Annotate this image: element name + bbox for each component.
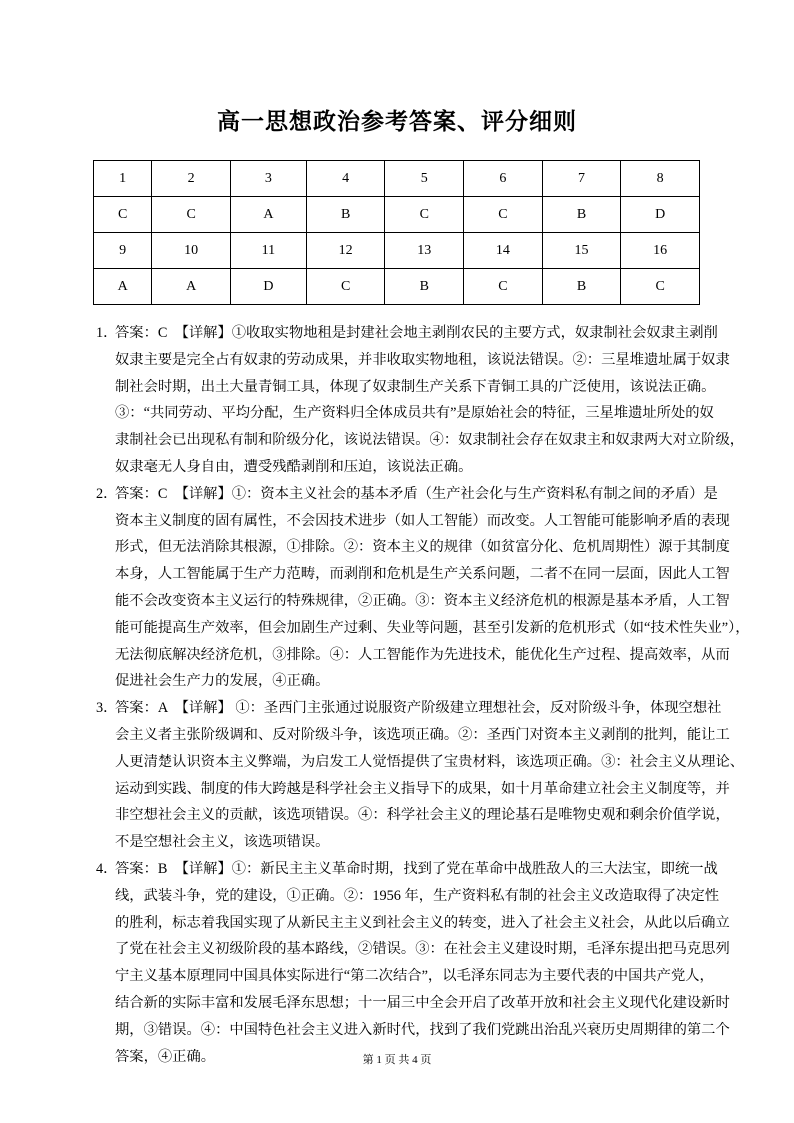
explanation-line: 运动到实践、制度的伟大跨越是科学社会主义指导下的成果，如十月革命建立社会主义制度等，并: [115, 780, 730, 797]
explanation-line: 答案：B 【详解】①：新民主主义革命时期，找到了党在革命中战胜敌人的三大法宝，即统一战: [115, 860, 718, 877]
answer-cell: C: [385, 197, 464, 233]
item-number: 3．: [96, 700, 118, 717]
answer-cell: A: [230, 197, 306, 233]
question-number-row: [94, 233, 700, 269]
explanation-line: ③：“共同劳动、平均分配，生产资料归全体成员共有”是原始社会的特征，三星堆遗址所处的奴: [115, 405, 714, 422]
explanation-line: 人更清楚认识资本主义弊端，为启发工人觉悟提供了宝贵材料，该选项正确。③：社会主义从理论、: [115, 753, 745, 770]
explanation-line: 能不会改变资本主义运行的特殊规律，②正确。③：资本主义经济危机的根源是基本矛盾，人工智: [115, 592, 730, 609]
question-number-cell: 1: [94, 161, 152, 197]
answer-cell: B: [385, 269, 464, 305]
explanation-line: 本身，人工智能属于生产力范畴，而剥削和危机是生产关系问题，二者不在同一层面，因此人工智: [115, 566, 730, 583]
question-number-cell: 10: [152, 233, 231, 269]
explanation-line: 不是空想社会主义，该选项错误。: [115, 834, 330, 851]
explanation-line: 无法彻底解决经济危机，③排除。④：人工智能作为先进技术，能优化生产过程、提高效率，从而: [115, 646, 730, 663]
question-number-cell: 15: [542, 233, 621, 269]
explanation-line: 形式，但无法消除其根源，①排除。②：资本主义的规律（如贫富分化、危机周期性）源于其制度: [115, 539, 730, 556]
answer-cell: C: [464, 269, 543, 305]
explanation-line: 资本主义制度的固有属性，不会因技术进步（如人工智能）而改变。人工智能可能影响矛盾的表现: [115, 512, 730, 529]
question-number-cell: 4: [306, 161, 385, 197]
answer-row: [94, 269, 700, 305]
question-number-cell: 3: [230, 161, 306, 197]
question-number-cell: 9: [94, 233, 152, 269]
explanation-item: [96, 695, 745, 856]
answer-cell: B: [542, 269, 621, 305]
answer-cell: B: [306, 197, 385, 233]
question-number-cell: 12: [306, 233, 385, 269]
item-number: 2．: [96, 485, 118, 502]
explanation-line: 结合新的实际丰富和发展毛泽东思想；十一届三中全会开启了改革开放和社会主义现代化建设新时: [115, 994, 730, 1011]
answer-cell: A: [94, 269, 152, 305]
question-number-cell: 2: [152, 161, 231, 197]
explanation-line: 能可能提高生产效率，但会加剧生产过剩、失业等问题，甚至引发新的危机形式（如“技术性失业”），: [115, 619, 750, 636]
explanation-line: 奴隶毫无人身自由，遭受残酷剥削和压迫，该说法正确。: [115, 458, 473, 475]
explanation-item: [96, 856, 730, 1070]
explanation-line: 宁主义基本原理同中国具体实际进行“第二次结合”，以毛泽东同志为主要代表的中国共产党人，: [115, 968, 714, 985]
answer-cell: A: [152, 269, 231, 305]
explanation-line: 答案：A 【详解】 ①：圣西门主张通过说服资产阶级建立理想社会，反对阶级斗争，体现空想社: [115, 700, 722, 717]
answer-cell: C: [621, 269, 700, 305]
answer-cell: B: [542, 197, 621, 233]
explanation-line: 答案：C 【详解】①收取实物地租是封建社会地主剥削农民的主要方式，奴隶制社会奴隶主剥削: [115, 325, 718, 341]
page-title: 高一思想政治参考答案、评分细则: [217, 109, 577, 134]
explanation-line: 会主义者主张阶级调和、反对阶级斗争，该选项正确。②：圣西门对资本主义剥削的批判，能让工: [115, 726, 730, 743]
explanation-line: 期，③错误。④：中国特色社会主义进入新时代，找到了我们党跳出治乱兴衰历史周期律的第二个: [115, 1021, 730, 1038]
explanation-item: [96, 481, 750, 695]
explanation-line: 奴隶主要是完全占有奴隶的劳动成果，并非收取实物地租，该说法错误。②：三星堆遗址属于奴隶: [115, 351, 730, 368]
question-number-row: [94, 161, 700, 197]
explanation-line: 隶制社会已出现私有制和阶级分化，该说法错误。④：奴隶制社会存在奴隶主和奴隶两大对立阶级，: [115, 432, 745, 449]
item-number: 4．: [96, 860, 118, 877]
question-number-cell: 14: [464, 233, 543, 269]
question-number-cell: 8: [621, 161, 700, 197]
question-number-cell: 7: [542, 161, 621, 197]
answer-table: [93, 160, 700, 305]
explanation-item: [96, 320, 745, 481]
question-number-cell: 6: [464, 161, 543, 197]
explanation-line: 制社会时期，出土大量青铜工具，体现了奴隶制生产关系下青铜工具的广泛使用，该说法正确。: [115, 378, 716, 395]
answer-cell: C: [94, 197, 152, 233]
explanation-line: 答案：C 【详解】①：资本主义社会的基本矛盾（生产社会化与生产资料私有制之间的矛盾）是: [115, 485, 718, 502]
answer-row: [94, 197, 700, 233]
explanation-line: 线，武装斗争，党的建设，①正确。②：1956 年，生产资料私有制的社会主义改造取得了决定性: [115, 887, 720, 904]
item-number: 1．: [96, 325, 118, 341]
explanation-line: 答案，④正确。: [115, 1048, 216, 1065]
explanations: [96, 320, 750, 1070]
question-number-cell: 16: [621, 233, 700, 269]
explanation-line: 促进社会生产力的发展，④正确。: [115, 673, 330, 690]
question-number-cell: 5: [385, 161, 464, 197]
answer-cell: C: [464, 197, 543, 233]
page-footer: 第 1 页 共 4 页: [362, 1054, 432, 1066]
question-number-cell: 11: [230, 233, 306, 269]
answer-cell: C: [152, 197, 231, 233]
explanation-line: 了党在社会主义初级阶段的基本路线，②错误。③：在社会主义建设时期，毛泽东提出把马克思列: [115, 941, 730, 958]
answer-cell: D: [621, 197, 700, 233]
answer-cell: C: [306, 269, 385, 305]
answer-cell: D: [230, 269, 306, 305]
explanation-line: 非空想社会主义的贡献，该选项错误。④：科学社会主义的理论基石是唯物史观和剩余价值学说，: [115, 807, 730, 824]
explanation-line: 的胜利，标志着我国实现了从新民主主义到社会主义的转变，进入了社会主义社会，从此以后确立: [115, 914, 730, 931]
question-number-cell: 13: [385, 233, 464, 269]
